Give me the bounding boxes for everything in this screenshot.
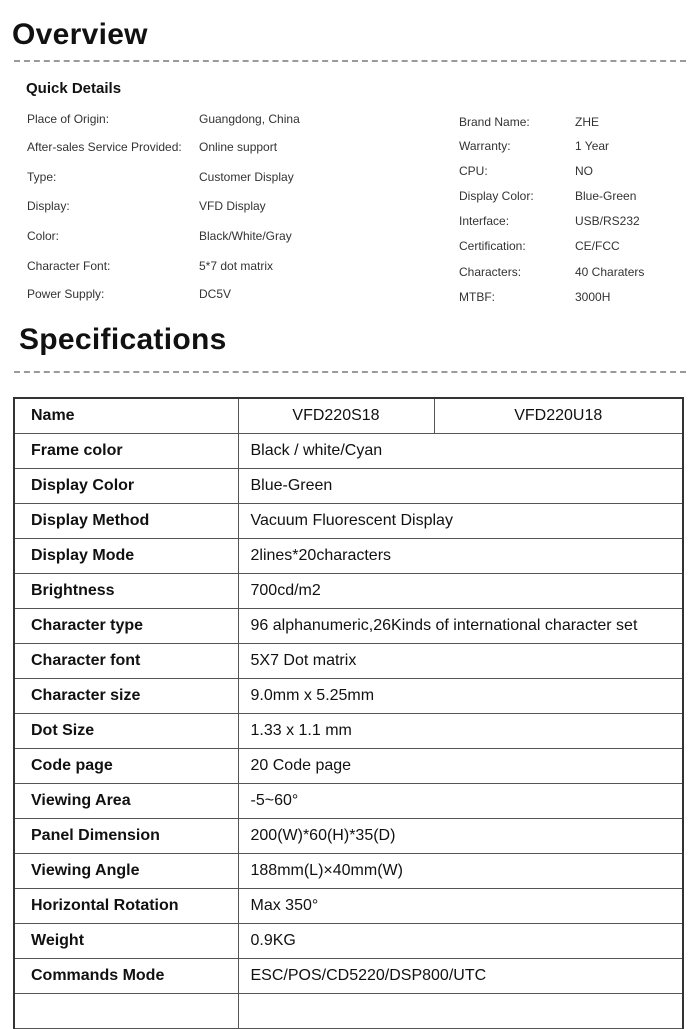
quick-detail-value: Customer Display [199,170,294,184]
spec-label: Code page [14,749,238,784]
quick-detail-label: Warranty: [459,139,511,153]
spec-row [14,714,683,749]
spec-row [14,924,683,959]
spec-value: Vacuum Fluorescent Display [238,504,683,539]
spec-label: Panel Dimension [14,819,238,854]
quick-detail-label: MTBF: [459,290,495,304]
spec-row [14,889,683,924]
quick-detail-label: Type: [27,170,57,184]
spec-label: Character size [14,679,238,714]
spec-value: Max 350° [238,889,683,924]
spec-value: 2lines*20characters [238,539,683,574]
overview-title: Overview [12,18,148,51]
spec-row [14,819,683,854]
spec-value: 9.0mm x 5.25mm [238,679,683,714]
spec-model-2: VFD220U18 [434,398,683,434]
spec-value [238,994,683,1029]
quick-detail-value: NO [575,164,593,178]
spec-label: Viewing Area [14,784,238,819]
spec-row [14,644,683,679]
spec-row [14,784,683,819]
spec-value: 200(W)*60(H)*35(D) [238,819,683,854]
spec-value: 0.9KG [238,924,683,959]
quick-detail-value: ZHE [575,115,599,129]
spec-label: Character font [14,644,238,679]
spec-row [14,749,683,784]
quick-detail-label: Place of Origin: [27,112,110,126]
specifications-title: Specifications [19,323,227,356]
spec-row [14,854,683,889]
overview-divider [14,60,686,62]
spec-row [14,469,683,504]
specifications-divider [14,371,686,373]
quick-detail-label: CPU: [459,164,488,178]
spec-value: ESC/POS/CD5220/DSP800/UTC [238,959,683,994]
spec-label: Display Mode [14,539,238,574]
spec-label: Horizontal Rotation [14,889,238,924]
quick-detail-value: 1 Year [575,139,610,153]
quick-detail-value: DC5V [199,287,232,301]
quick-detail-value: 40 Charaters [575,265,645,279]
spec-label: Brightness [14,574,238,609]
spec-row [14,959,683,994]
spec-label: Display Color [14,469,238,504]
quick-detail-label: Characters: [459,265,522,279]
quick-detail-value: VFD Display [199,199,266,213]
quick-detail-value: USB/RS232 [575,214,640,228]
quick-detail-label: Interface: [459,214,510,228]
spec-label: Weight [14,924,238,959]
spec-header-label: Name [14,398,238,434]
spec-model-1: VFD220S18 [238,398,434,434]
quick-detail-label: Display: [27,199,70,213]
spec-label: Commands Mode [14,959,238,994]
spec-value: Black / white/Cyan [238,434,683,469]
spec-header-row [14,398,683,434]
spec-label [14,994,238,1029]
spec-value: -5~60° [238,784,683,819]
quick-detail-label: Display Color: [459,189,534,203]
spec-label: Display Method [14,504,238,539]
quick-detail-label: Power Supply: [27,287,105,301]
spec-row [14,504,683,539]
quick-detail-label: Character Font: [27,259,111,273]
spec-value: 188mm(L)×40mm(W) [238,854,683,889]
spec-row [14,679,683,714]
spec-value: 5X7 Dot matrix [238,644,683,679]
spec-label: Viewing Angle [14,854,238,889]
quick-detail-value: Online support [199,140,278,154]
spec-row [14,539,683,574]
spec-value: 96 alphanumeric,26Kinds of international character set [238,609,683,644]
quick-detail-label: Certification: [459,239,526,253]
quick-details-title: Quick Details [26,80,122,97]
quick-detail-value: 5*7 dot matrix [199,259,274,273]
spec-row [14,574,683,609]
spec-label: Dot Size [14,714,238,749]
spec-label: Character type [14,609,238,644]
spec-value: 20 Code page [238,749,683,784]
spec-label: Frame color [14,434,238,469]
specifications-table [13,397,684,1029]
spec-row [14,994,683,1029]
quick-detail-value: Blue-Green [575,189,637,203]
quick-detail-label: After-sales Service Provided: [27,140,182,154]
spec-row [14,434,683,469]
quick-detail-value: CE/FCC [575,239,620,253]
spec-row [14,609,683,644]
spec-value: 1.33 x 1.1 mm [238,714,683,749]
quick-detail-value: Black/White/Gray [199,229,292,243]
quick-detail-value: Guangdong, China [199,112,300,126]
quick-detail-label: Brand Name: [459,115,530,129]
quick-detail-value: 3000H [575,290,611,304]
spec-value: 700cd/m2 [238,574,683,609]
quick-detail-label: Color: [27,229,60,243]
spec-value: Blue-Green [238,469,683,504]
